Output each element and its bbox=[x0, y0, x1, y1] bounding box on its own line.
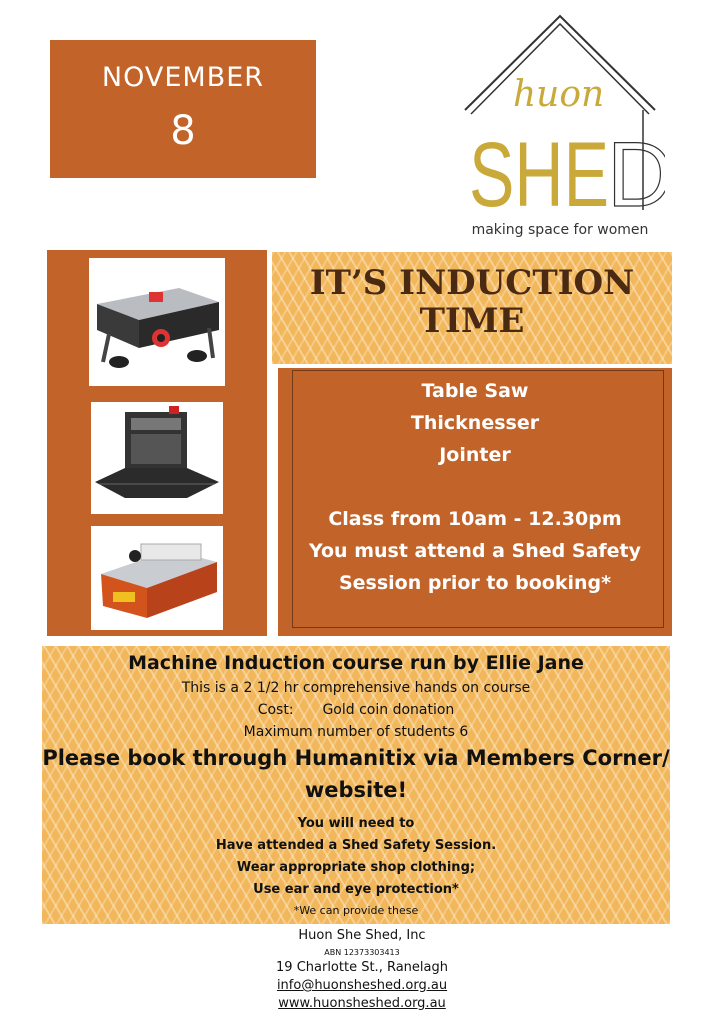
safety-requirement-line-2: Session prior to booking* bbox=[338, 572, 612, 594]
logo-word-top: huon bbox=[513, 74, 605, 115]
headline-line-1: IT’S INDUCTION bbox=[309, 263, 635, 303]
table-saw-photo bbox=[89, 258, 225, 386]
course-cost bbox=[42, 702, 670, 718]
headline-banner bbox=[272, 252, 672, 364]
event-month: NOVEMBER bbox=[101, 62, 265, 93]
needs-item: Use ear and eye protection* bbox=[253, 882, 459, 897]
thicknesser-photo bbox=[91, 402, 223, 514]
course-details-block bbox=[42, 646, 670, 924]
event-date-box bbox=[50, 40, 316, 178]
booking-line-2: website! bbox=[304, 778, 408, 802]
needs-item: Wear appropriate shop clothing; bbox=[236, 860, 476, 875]
logo-word-main: SHE bbox=[469, 124, 609, 226]
jointer-photo bbox=[91, 526, 223, 630]
abn: ABN 12373303413 bbox=[324, 948, 400, 957]
class-time: Class from 10am - 12.30pm bbox=[328, 508, 622, 530]
cost-value: Gold coin donation bbox=[322, 702, 455, 718]
website-link[interactable]: www.huonsheshed.org.au bbox=[278, 996, 446, 1011]
machine-jointer: Jointer bbox=[439, 444, 511, 466]
house-outline-icon bbox=[455, 10, 665, 242]
needs-item: Have attended a Shed Safety Session. bbox=[215, 838, 497, 853]
thicknesser-icon bbox=[91, 402, 223, 514]
event-day: 8 bbox=[170, 108, 196, 154]
booking-line-1: Please book through Humanitix via Members Corner/ bbox=[42, 746, 670, 770]
footnote: *We can provide these bbox=[293, 904, 419, 917]
course-description: This is a 2 1/2 hr comprehensive hands on course bbox=[181, 680, 531, 696]
cost-label: Cost: bbox=[257, 702, 294, 718]
headline bbox=[272, 264, 672, 340]
logo-tagline: making space for women bbox=[471, 222, 649, 238]
huon-she-shed-logo bbox=[455, 10, 665, 242]
table-saw-icon bbox=[89, 258, 225, 386]
machine-photo-column bbox=[47, 250, 267, 636]
address: 19 Charlotte St., Ranelagh bbox=[276, 960, 448, 975]
class-info-panel bbox=[278, 368, 672, 636]
course-title: Machine Induction course run by Ellie Jane bbox=[128, 652, 584, 674]
logo-word-main-outline: D bbox=[607, 124, 665, 226]
headline-line-2: TIME bbox=[419, 301, 525, 341]
email-link[interactable]: info@huonsheshed.org.au bbox=[276, 978, 448, 993]
needs-item: You will need to bbox=[297, 816, 415, 831]
machine-thicknesser: Thicknesser bbox=[410, 412, 540, 434]
max-students: Maximum number of students 6 bbox=[243, 724, 469, 740]
machine-table-saw: Table Saw bbox=[421, 380, 529, 402]
jointer-icon bbox=[91, 526, 223, 630]
org-name: Huon She Shed, Inc bbox=[298, 928, 426, 943]
safety-requirement-line-1: You must attend a Shed Safety bbox=[308, 540, 642, 562]
